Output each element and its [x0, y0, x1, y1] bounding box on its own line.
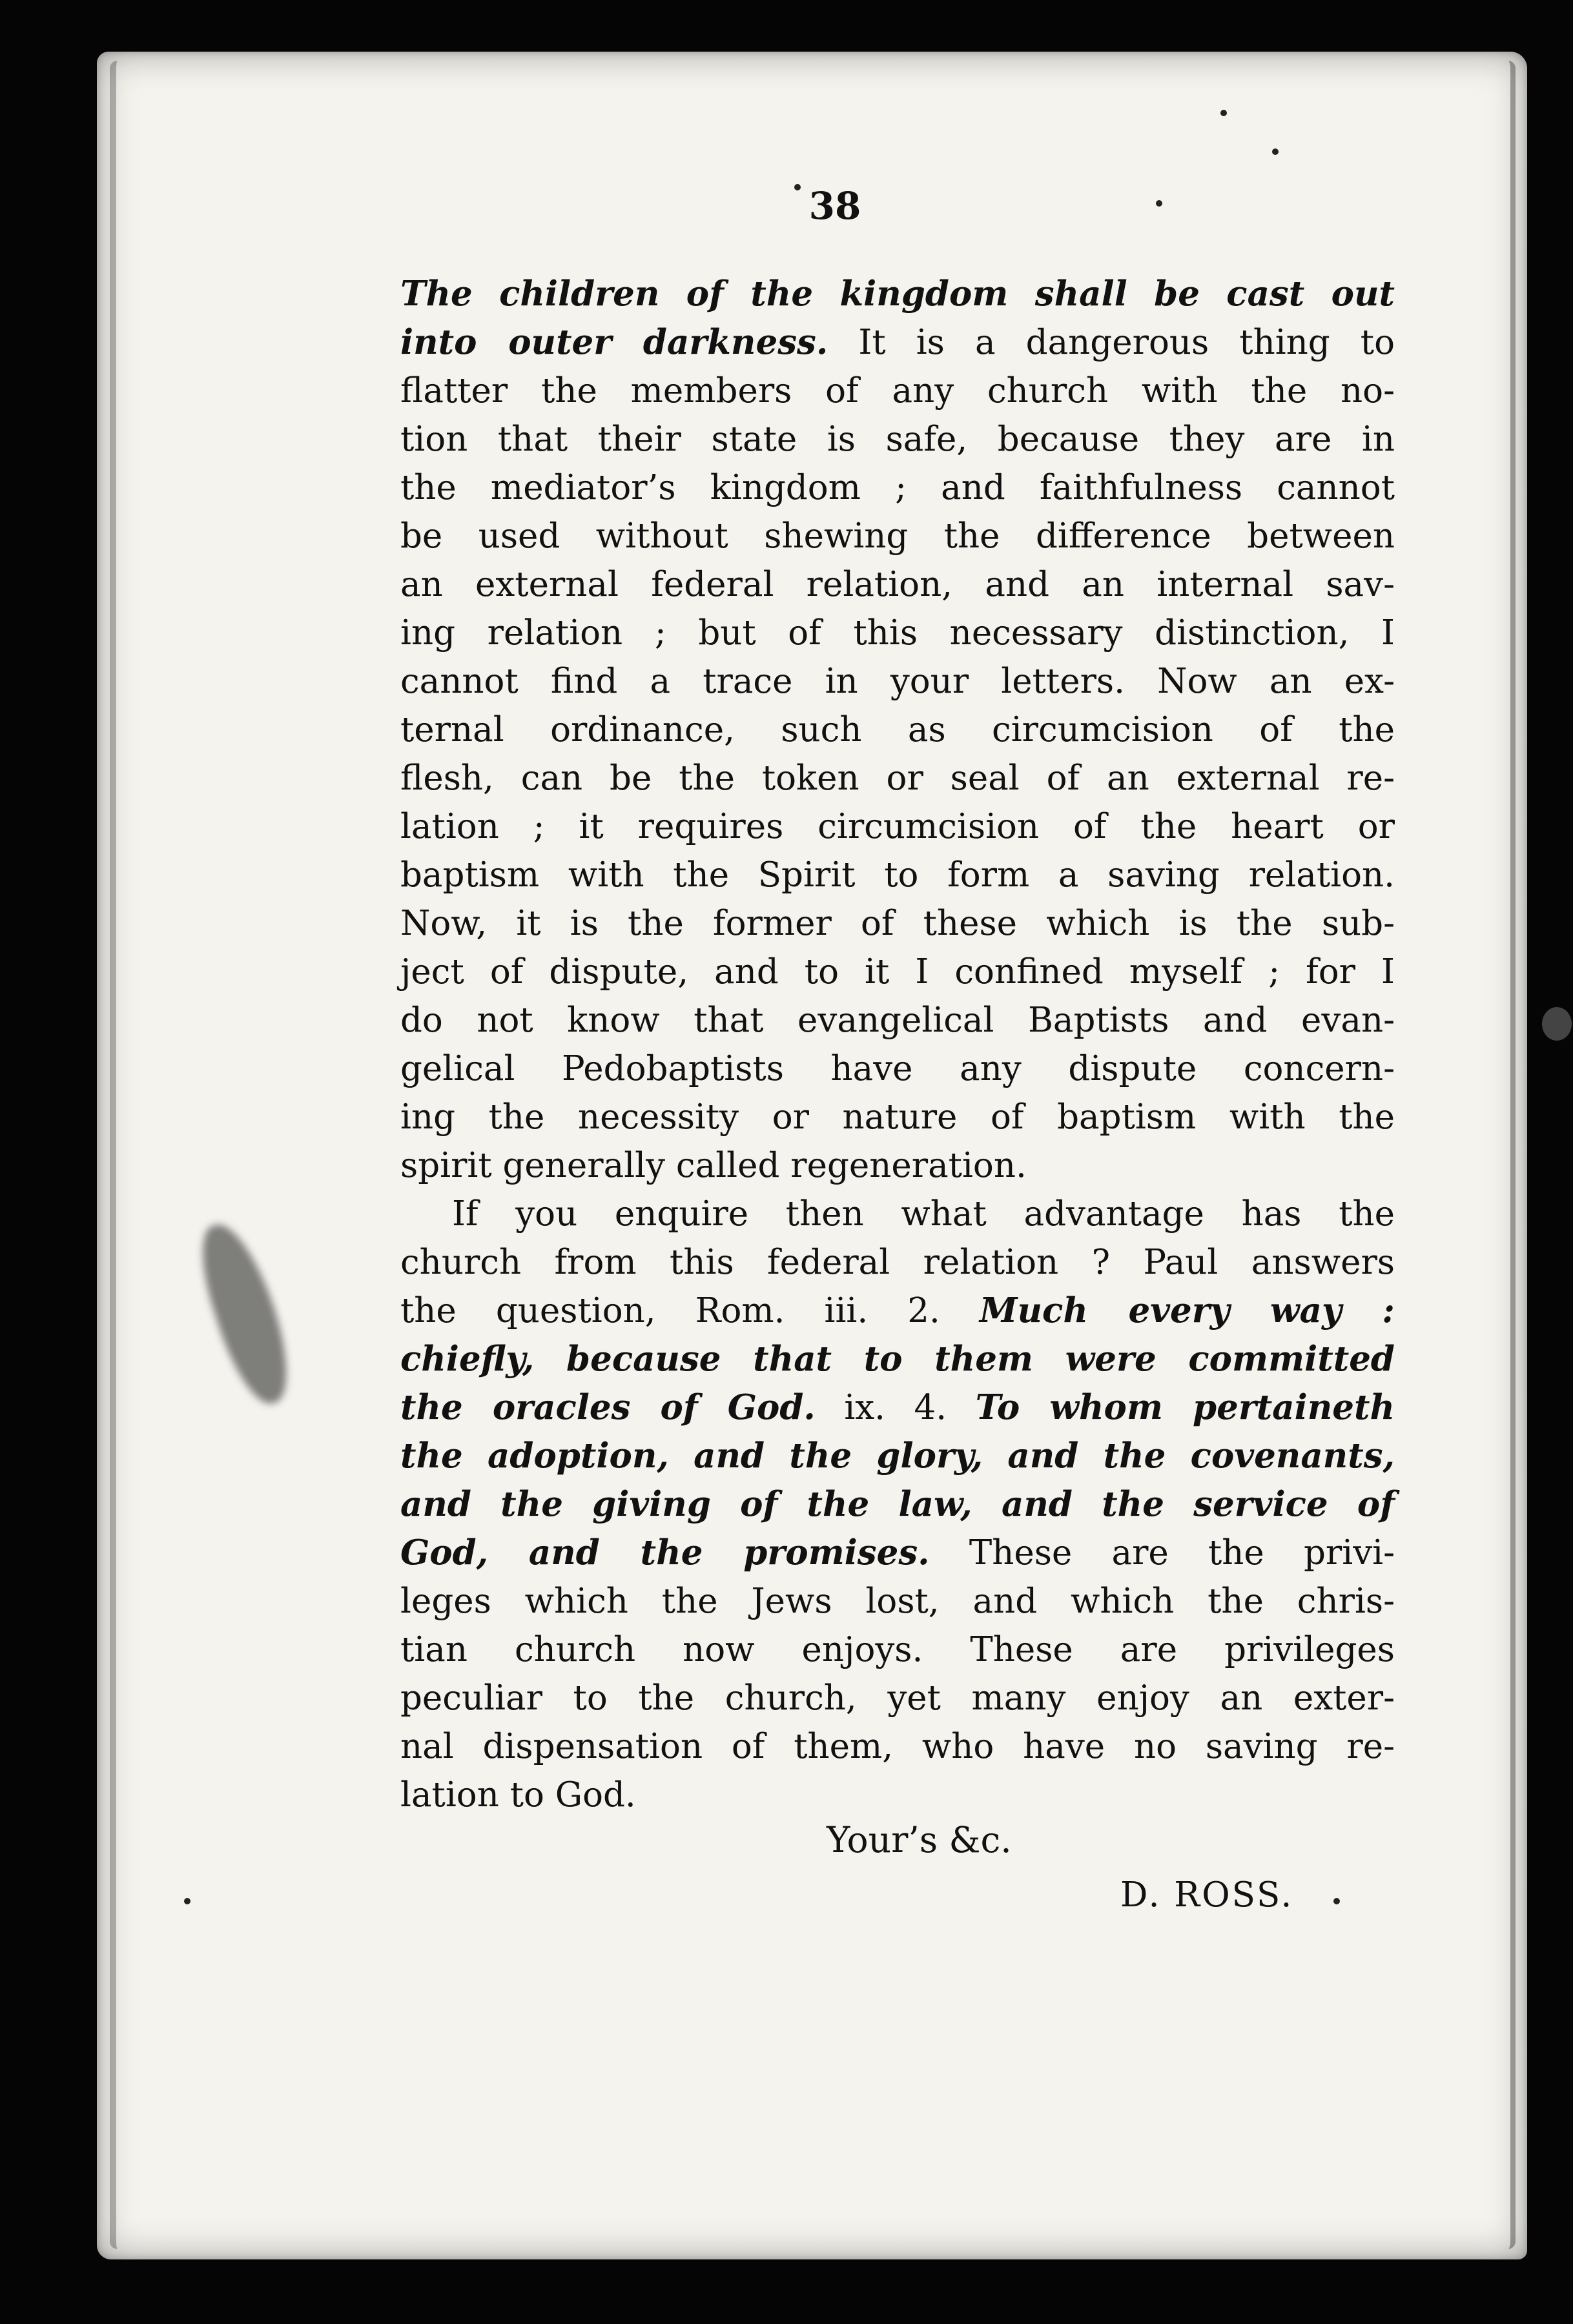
- text-line: [400, 1141, 1395, 1190]
- italic-segment: To whom pertaineth: [975, 1387, 1395, 1427]
- text-line: [400, 415, 1395, 464]
- italic-segment: into outer darkness.: [400, 322, 828, 362]
- text-line: [400, 560, 1395, 609]
- text-line: [400, 270, 1395, 318]
- text-segment: the mediator’s kingdom ; and faithfulness cannot: [400, 468, 1395, 507]
- text-line: [400, 851, 1395, 899]
- text-segment: ing relation ; but of this necessary distinction, I: [400, 613, 1395, 653]
- text-segment: tian church now enjoys. These are privileges: [400, 1630, 1395, 1669]
- text-segment: ject of dispute, and to it I confined myself ; for I: [400, 952, 1395, 992]
- text-line: [400, 802, 1395, 851]
- text-line: [400, 1577, 1395, 1626]
- speck: [184, 1898, 190, 1904]
- speck: [1220, 110, 1227, 116]
- text-line: [400, 1383, 1395, 1432]
- text-segment: It is a dangerous thing to: [828, 323, 1395, 362]
- text-line: [400, 464, 1395, 512]
- text-segment: ing the necessity or nature of baptism with the: [400, 1097, 1395, 1137]
- text-segment: church from this federal relation ? Paul answers: [400, 1243, 1395, 1282]
- italic-segment: The children of the kingdom shall be cast out: [400, 274, 1395, 314]
- italic-segment: God, and the promises.: [400, 1533, 930, 1573]
- letter-body-text: [400, 270, 1395, 1819]
- text-line: [400, 1626, 1395, 1674]
- text-segment: baptism with the Spirit to form a saving relation.: [400, 855, 1395, 895]
- text-segment: peculiar to the church, yet many enjoy an exter-: [400, 1678, 1395, 1718]
- text-line: [400, 318, 1395, 367]
- text-segment: be used without shewing the difference between: [400, 516, 1395, 556]
- text-segment: ternal ordinance, such as circumcision of the: [400, 710, 1395, 749]
- text-segment: These are the privi-: [929, 1533, 1395, 1573]
- italic-segment: the adoption, and the glory, and the covenants,: [400, 1436, 1395, 1476]
- text-line: [400, 1190, 1395, 1238]
- text-line: [400, 1722, 1395, 1771]
- text-segment: cannot find a trace in your letters. Now an ex-: [400, 662, 1395, 701]
- text-line: [400, 367, 1395, 415]
- text-line: [400, 609, 1395, 657]
- text-line: [400, 1529, 1395, 1577]
- text-segment: leges which the Jews lost, and which the chris-: [400, 1582, 1395, 1621]
- ink-stain: [189, 1216, 302, 1412]
- text-line: [400, 706, 1395, 754]
- letter-closing: Your’s &c.: [827, 1819, 1012, 1860]
- speck: [1333, 1898, 1340, 1904]
- italic-segment: the oracles of God.: [400, 1387, 816, 1427]
- letter-signature: D. ROSS.: [1120, 1875, 1294, 1915]
- text-segment: Now, it is the former of these which is the sub-: [400, 904, 1395, 943]
- text-line: [400, 1674, 1395, 1722]
- italic-segment: chiefly, because that to them were committed: [400, 1339, 1395, 1379]
- text-segment: the question, Rom. iii. 2.: [400, 1291, 980, 1330]
- ink-blot: [1542, 1007, 1572, 1041]
- text-segment: an external federal relation, and an internal sav-: [400, 565, 1395, 604]
- text-line: [400, 754, 1395, 802]
- text-line: [400, 1045, 1395, 1093]
- text-line: [400, 1480, 1395, 1529]
- text-line: [400, 1287, 1395, 1335]
- text-line: [400, 1432, 1395, 1480]
- text-segment: nal dispensation of them, who have no saving re-: [400, 1727, 1395, 1766]
- text-line: [400, 996, 1395, 1045]
- text-line: [400, 948, 1395, 996]
- italic-segment: Much every way :: [979, 1290, 1395, 1330]
- text-segment: flesh, can be the token or seal of an external re-: [400, 759, 1395, 798]
- italic-segment: and the giving of the law, and the service of: [400, 1484, 1395, 1524]
- text-segment: ix. 4.: [815, 1388, 976, 1427]
- text-line: [400, 1771, 1395, 1819]
- text-segment: spirit generally called regeneration.: [400, 1146, 1027, 1185]
- text-line: [400, 512, 1395, 560]
- text-line: [400, 657, 1395, 706]
- text-segment: do not know that evangelical Baptists and evan-: [400, 1001, 1395, 1040]
- text-segment: lation to God.: [400, 1775, 636, 1815]
- text-segment: gelical Pedobaptists have any dispute concern-: [400, 1049, 1395, 1088]
- text-segment: tion that their state is safe, because they are in: [400, 420, 1395, 459]
- speck: [1272, 148, 1279, 155]
- text-line: [400, 1093, 1395, 1141]
- text-segment: lation ; it requires circumcision of the heart or: [400, 807, 1395, 846]
- text-line: [400, 1335, 1395, 1383]
- text-segment: flatter the members of any church with the no-: [400, 371, 1395, 411]
- page-number: 38: [808, 184, 861, 228]
- text-segment: If you enquire then what advantage has the: [452, 1194, 1395, 1234]
- text-line: [400, 899, 1395, 948]
- text-line: [400, 1238, 1395, 1287]
